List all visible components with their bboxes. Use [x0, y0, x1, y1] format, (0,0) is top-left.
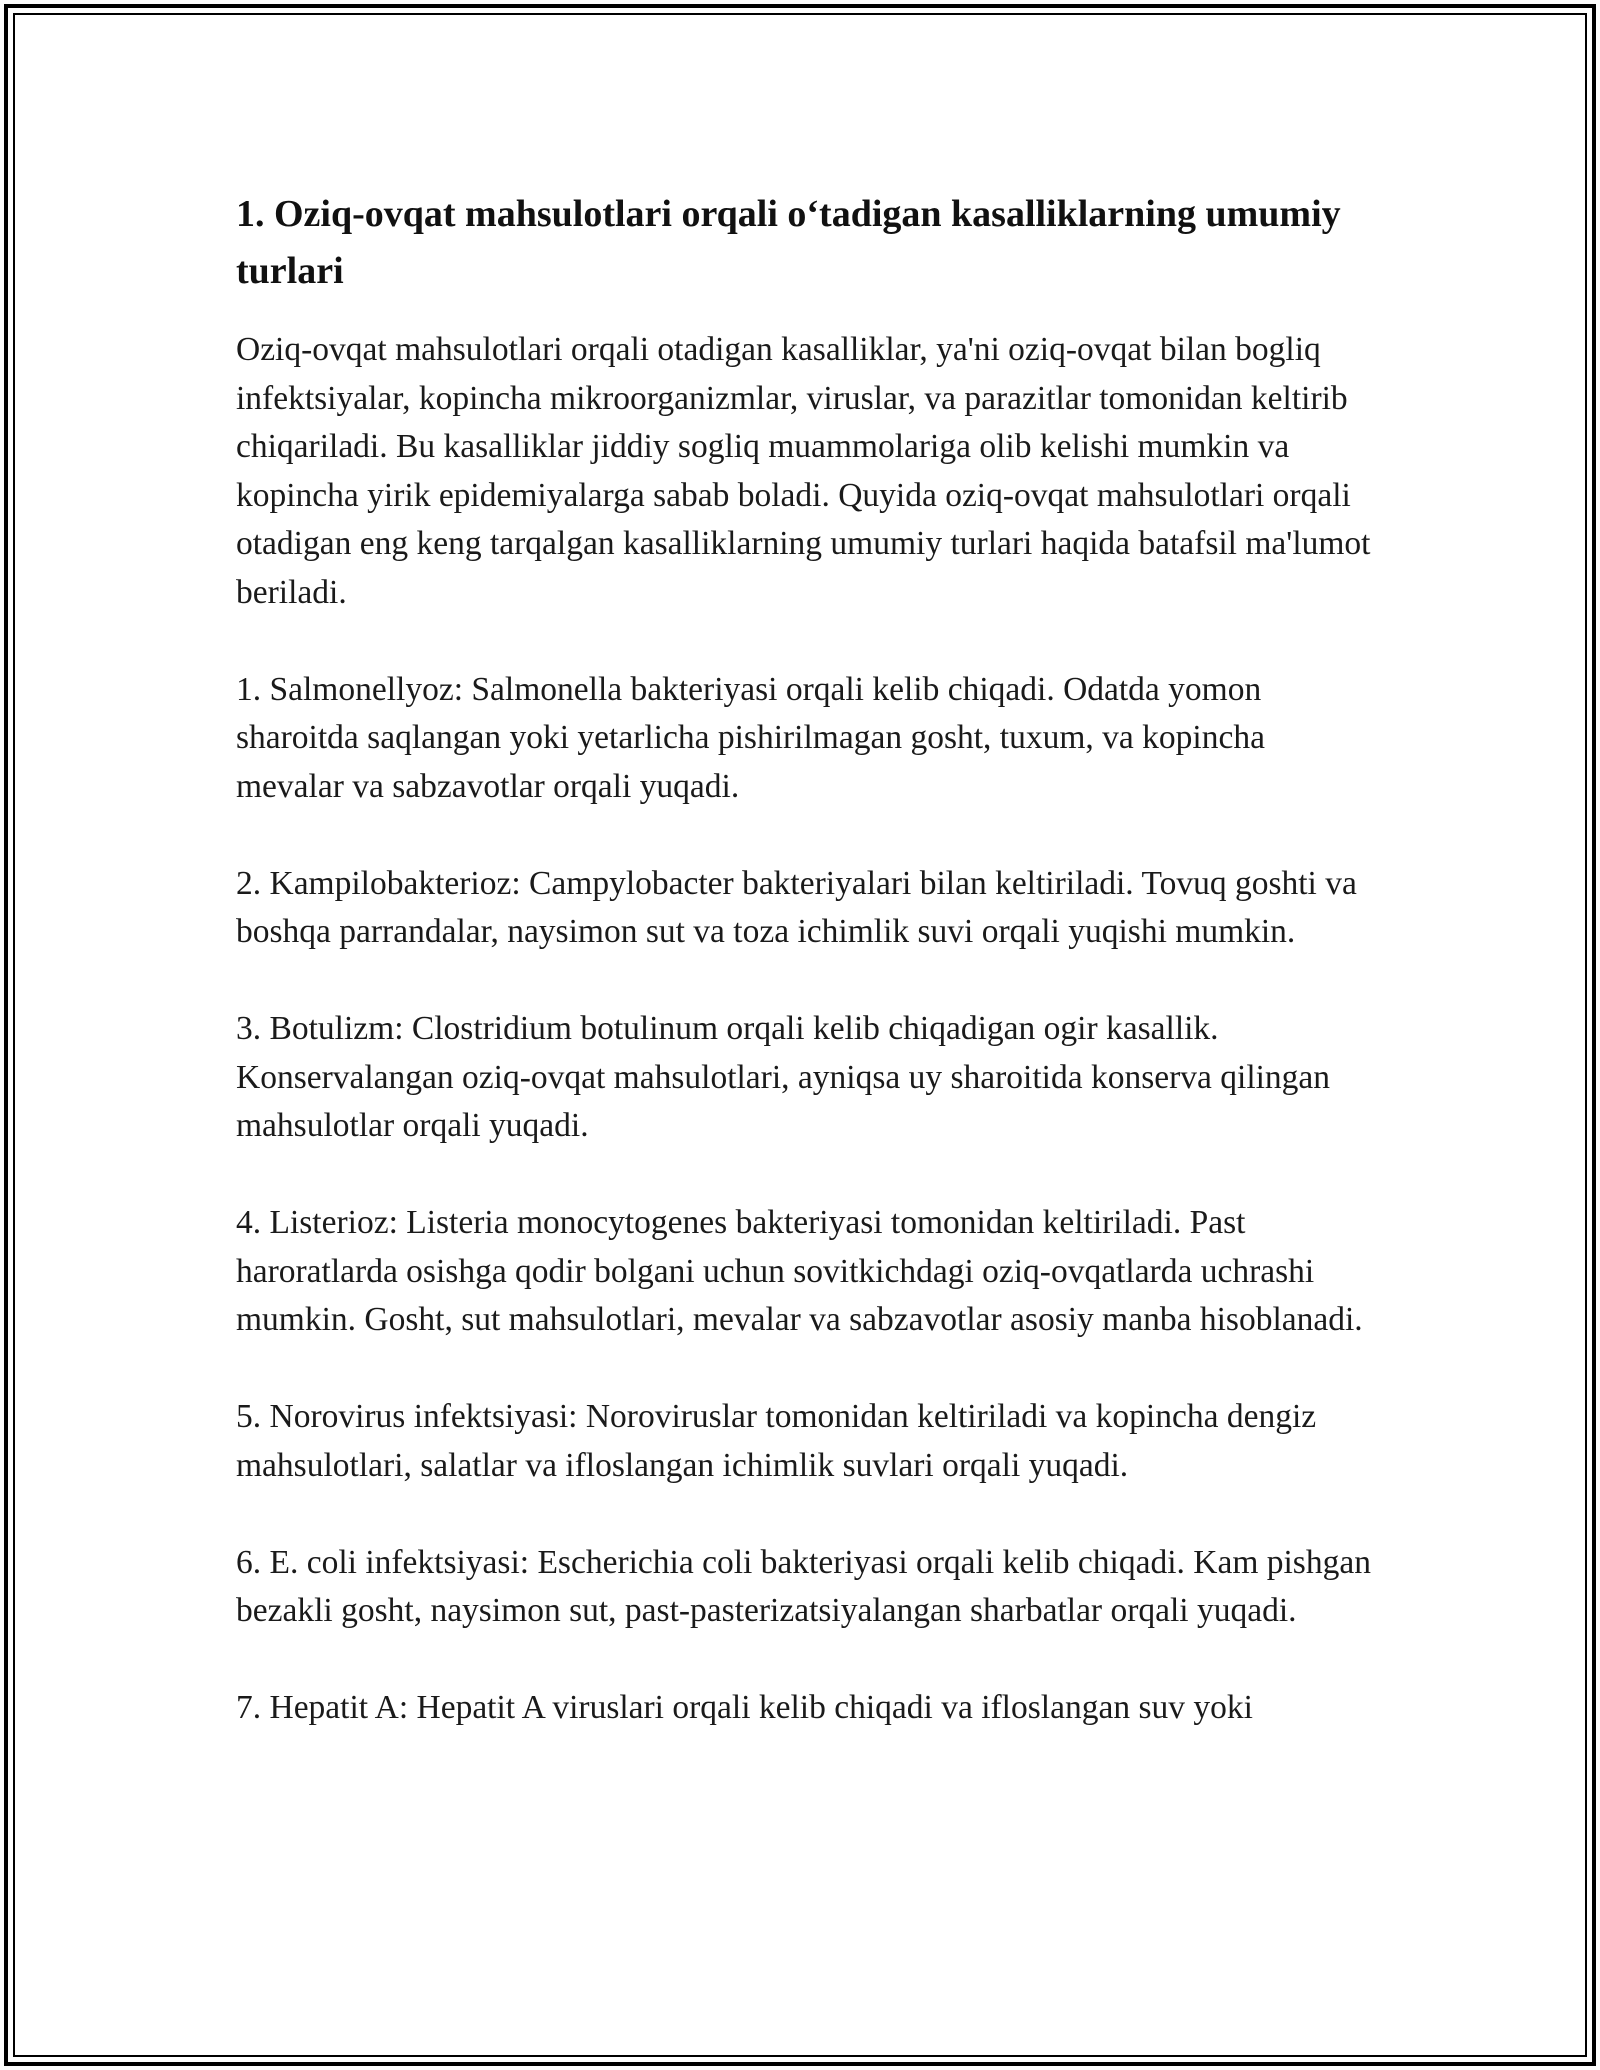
document-body	[236, 186, 1376, 1733]
list-item-e-coli: 6. E. coli infektsiyasi: Escherichia coli bakteriyasi orqali kelib chiqadi. Kam pishgan bezakli gosht, naysimon sut, past-pasterizatsiyalangan sharbatlar orqali yuqadi.	[236, 1543, 1371, 1629]
list-item-listerioz: 4. Listerioz: Listeria monocytogenes bakteriyasi tomonidan keltiriladi. Past haroratlarda osishga qodir bolgani uchun sovitkichdagi oziq-ovqatlarda uchrashi mumkin. Gosht, sut mahsulotlari, mevalar va sabzavotlar asosiy manba hisoblanadi.	[236, 1204, 1363, 1338]
document-title: 1. Oziq-ovqat mahsulotlari orqali o‘tadigan kasalliklarning umumiy turlari	[236, 193, 1341, 292]
list-item-kampilobakterioz: 2. Kampilobakterioz: Campylobacter bakteriyalari bilan keltiriladi. Tovuq goshti va boshqa parrandalar, naysimon sut va toza ichimlik suvi orqali yuqishi mumkin.	[236, 864, 1357, 950]
list-item-salmonellyoz: 1. Salmonellyoz: Salmonella bakteriyasi orqali kelib chiqadi. Odatda yomon sharoitda saqlangan yoki yetarlicha pishirilmagan gosht, tuxum, va kopincha mevalar va sabzavotlar orqali yuqadi.	[236, 670, 1265, 805]
list-item-norovirus: 5. Norovirus infektsiyasi: Noroviruslar tomonidan keltiriladi va kopincha dengiz mahsulotlari, salatlar va ifloslangan ichimlik suvlari orqali yuqadi.	[236, 1398, 1317, 1484]
intro-paragraph: Oziq-ovqat mahsulotlari orqali otadigan kasalliklar, ya'ni oziq-ovqat bilan bogliq infektsiyalar, kopincha mikroorganizmlar, viruslar, va parazitlar tomonidan keltirib chiqariladi. Bu kasalliklar jiddiy sogliq muammolariga olib kelishi mumkin va kopincha yirik epidemiyalarga sabab boladi. Quyida oziq-ovqat mahsulotlari orqali otadigan eng keng tarqalgan kasalliklarning umumiy turlari haqida batafsil ma'lumot beriladi.	[236, 331, 1371, 611]
list-item-botulizm: 3. Botulizm: Clostridium botulinum orqali kelib chiqadigan ogir kasallik. Konservalangan oziq-ovqat mahsulotlari, ayniqsa uy sharoitida konserva qilingan mahsulotlar orqali yuqadi.	[236, 1010, 1331, 1144]
list-item-hepatit-a: 7. Hepatit A: Hepatit A viruslari orqali kelib chiqadi va ifloslangan suv yoki	[236, 1689, 1253, 1726]
